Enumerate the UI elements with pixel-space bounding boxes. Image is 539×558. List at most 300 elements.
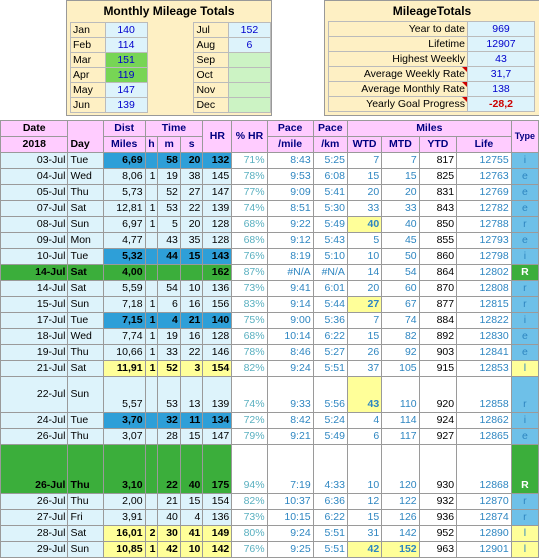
pace-km-cell[interactable]: 5:30 — [313, 201, 347, 217]
day-cell[interactable]: Tue — [68, 413, 103, 429]
wtd-cell[interactable]: 40 — [347, 217, 381, 233]
minutes-cell[interactable]: 21 — [158, 494, 180, 510]
hours-cell[interactable]: 1 — [145, 542, 158, 558]
heart-rate-cell[interactable]: 143 — [203, 249, 232, 265]
pace-km-cell[interactable]: 5:43 — [313, 233, 347, 249]
mtd-cell[interactable]: 7 — [382, 153, 419, 169]
ytd-cell[interactable]: 850 — [419, 217, 456, 233]
header-pace-mile[interactable]: Pace — [267, 121, 313, 137]
minutes-cell[interactable]: 6 — [158, 297, 180, 313]
percent-hr-cell[interactable]: 79% — [232, 429, 267, 445]
month-name[interactable]: Oct — [194, 68, 228, 83]
seconds-cell[interactable]: 3 — [180, 361, 202, 377]
mtd-cell[interactable]: 40 — [382, 217, 419, 233]
pace-km-cell[interactable]: 5:27 — [313, 345, 347, 361]
wtd-cell[interactable]: 20 — [347, 281, 381, 297]
month-total[interactable]: 151 — [105, 53, 147, 68]
mtd-cell[interactable]: 142 — [382, 526, 419, 542]
distance-cell[interactable]: 6,69 — [103, 153, 145, 169]
wtd-cell[interactable]: 43 — [347, 377, 381, 413]
pace-km-cell[interactable]: 5:24 — [313, 413, 347, 429]
month-total[interactable] — [228, 83, 270, 98]
seconds-cell[interactable]: 15 — [180, 429, 202, 445]
heart-rate-cell[interactable]: 128 — [203, 233, 232, 249]
minutes-cell[interactable]: 54 — [158, 281, 180, 297]
day-cell[interactable]: Sun — [68, 542, 103, 558]
header-m[interactable]: m — [158, 137, 180, 153]
lifetime-cell[interactable]: 12865 — [457, 429, 512, 445]
wtd-cell[interactable]: 37 — [347, 361, 381, 377]
heart-rate-cell[interactable]: 128 — [203, 329, 232, 345]
distance-cell[interactable]: 4,77 — [103, 233, 145, 249]
lifetime-cell[interactable]: 12798 — [457, 249, 512, 265]
lifetime-cell[interactable]: 12755 — [457, 153, 512, 169]
heart-rate-cell[interactable]: 128 — [203, 217, 232, 233]
wtd-cell[interactable]: 26 — [347, 345, 381, 361]
mtd-cell[interactable]: 110 — [382, 377, 419, 413]
totals-value[interactable]: 969 — [468, 22, 535, 37]
pace-km-cell[interactable]: 5:25 — [313, 153, 347, 169]
ytd-cell[interactable]: 864 — [419, 265, 456, 281]
type-cell[interactable]: e — [511, 185, 538, 201]
pace-km-cell[interactable]: 5:56 — [313, 377, 347, 413]
header-mtd[interactable]: MTD — [382, 137, 419, 153]
month-name[interactable]: Aug — [194, 38, 228, 53]
lifetime-cell[interactable]: 12822 — [457, 313, 512, 329]
lifetime-cell[interactable]: 12808 — [457, 281, 512, 297]
pace-mile-cell[interactable]: 9:00 — [267, 313, 313, 329]
type-cell[interactable]: r — [511, 377, 538, 413]
totals-value[interactable]: 43 — [468, 52, 535, 67]
heart-rate-cell[interactable]: 162 — [203, 265, 232, 281]
seconds-cell[interactable]: 21 — [180, 313, 202, 329]
day-cell[interactable]: Tue — [68, 153, 103, 169]
type-cell[interactable]: r — [511, 217, 538, 233]
hours-cell[interactable]: 1 — [145, 329, 158, 345]
seconds-cell[interactable]: 13 — [180, 377, 202, 413]
seconds-cell[interactable]: 35 — [180, 233, 202, 249]
seconds-cell[interactable]: 10 — [180, 281, 202, 297]
date-cell[interactable]: 17-Jul — [1, 313, 68, 329]
percent-hr-cell[interactable]: 72% — [232, 413, 267, 429]
lifetime-cell[interactable]: 12862 — [457, 413, 512, 429]
ytd-cell[interactable]: 877 — [419, 297, 456, 313]
date-cell[interactable]: 26-Jul — [1, 429, 68, 445]
type-cell[interactable]: e — [511, 329, 538, 345]
type-cell[interactable]: e — [511, 429, 538, 445]
ytd-cell[interactable]: 936 — [419, 510, 456, 526]
header-s[interactable]: s — [180, 137, 202, 153]
date-cell[interactable]: 24-Jul — [1, 413, 68, 429]
wtd-cell[interactable]: 7 — [347, 153, 381, 169]
ytd-cell[interactable]: 825 — [419, 169, 456, 185]
date-cell[interactable]: 26-Jul — [1, 494, 68, 510]
header-wtd[interactable]: WTD — [347, 137, 381, 153]
mtd-cell[interactable]: 152 — [382, 542, 419, 558]
totals-label[interactable]: Average Weekly Rate — [329, 67, 468, 82]
heart-rate-cell[interactable]: 136 — [203, 510, 232, 526]
seconds-cell[interactable]: 38 — [180, 169, 202, 185]
heart-rate-cell[interactable]: 142 — [203, 542, 232, 558]
day-cell[interactable]: Tue — [68, 249, 103, 265]
month-total[interactable]: 139 — [105, 98, 147, 113]
date-cell[interactable]: 03-Jul — [1, 153, 68, 169]
totals-label[interactable]: Lifetime — [329, 37, 468, 52]
heart-rate-cell[interactable]: 147 — [203, 429, 232, 445]
pace-km-cell[interactable]: 5:51 — [313, 526, 347, 542]
wtd-cell[interactable]: 20 — [347, 185, 381, 201]
heart-rate-cell[interactable]: 146 — [203, 345, 232, 361]
mtd-cell[interactable]: 117 — [382, 429, 419, 445]
pace-mile-cell[interactable]: 9:41 — [267, 281, 313, 297]
minutes-cell[interactable]: 28 — [158, 429, 180, 445]
pace-mile-cell[interactable]: 8:43 — [267, 153, 313, 169]
distance-cell[interactable]: 10,66 — [103, 345, 145, 361]
type-cell[interactable]: l — [511, 542, 538, 558]
seconds-cell[interactable]: 20 — [180, 217, 202, 233]
day-cell[interactable]: Thu — [68, 345, 103, 361]
seconds-cell[interactable]: 20 — [180, 153, 202, 169]
heart-rate-cell[interactable]: 156 — [203, 297, 232, 313]
date-cell[interactable]: 04-Jul — [1, 169, 68, 185]
ytd-cell[interactable]: 831 — [419, 185, 456, 201]
month-total[interactable]: 119 — [105, 68, 147, 83]
mtd-cell[interactable]: 105 — [382, 361, 419, 377]
mtd-cell[interactable]: 60 — [382, 281, 419, 297]
wtd-cell[interactable]: 10 — [347, 249, 381, 265]
seconds-cell[interactable]: 27 — [180, 185, 202, 201]
seconds-cell[interactable]: 41 — [180, 526, 202, 542]
percent-hr-cell[interactable]: 75% — [232, 313, 267, 329]
pace-mile-cell[interactable]: 9:24 — [267, 361, 313, 377]
lifetime-cell[interactable]: 12870 — [457, 494, 512, 510]
pace-mile-cell[interactable]: 9:14 — [267, 297, 313, 313]
lifetime-cell[interactable]: 12901 — [457, 542, 512, 558]
header-pace-mile-unit[interactable]: /mile — [267, 137, 313, 153]
month-total[interactable]: 152 — [228, 23, 270, 38]
pace-km-cell[interactable]: 6:22 — [313, 510, 347, 526]
percent-hr-cell[interactable]: 87% — [232, 265, 267, 281]
ytd-cell[interactable]: 892 — [419, 329, 456, 345]
seconds-cell[interactable]: 22 — [180, 345, 202, 361]
type-cell[interactable]: e — [511, 169, 538, 185]
pace-mile-cell[interactable]: 9:33 — [267, 377, 313, 413]
hours-cell[interactable]: 1 — [145, 361, 158, 377]
wtd-cell[interactable]: 15 — [347, 329, 381, 345]
header-type[interactable]: Type — [511, 121, 538, 153]
pace-mile-cell[interactable]: 7:19 — [267, 445, 313, 494]
distance-cell[interactable]: 5,57 — [103, 377, 145, 413]
day-cell[interactable]: Mon — [68, 233, 103, 249]
wtd-cell[interactable]: 15 — [347, 169, 381, 185]
hours-cell[interactable] — [145, 233, 158, 249]
pace-km-cell[interactable]: 5:51 — [313, 542, 347, 558]
ytd-cell[interactable]: 963 — [419, 542, 456, 558]
minutes-cell[interactable]: 5 — [158, 217, 180, 233]
day-cell[interactable]: Thu — [68, 445, 103, 494]
date-cell[interactable]: 14-Jul — [1, 265, 68, 281]
heart-rate-cell[interactable]: 147 — [203, 185, 232, 201]
pace-km-cell[interactable]: 6:08 — [313, 169, 347, 185]
hours-cell[interactable]: 1 — [145, 313, 158, 329]
date-cell[interactable]: 08-Jul — [1, 217, 68, 233]
totals-value[interactable]: 12907 — [468, 37, 535, 52]
header-pace-km[interactable]: Pace — [313, 121, 347, 137]
mtd-cell[interactable]: 114 — [382, 413, 419, 429]
pace-mile-cell[interactable]: 8:19 — [267, 249, 313, 265]
day-cell[interactable]: Wed — [68, 169, 103, 185]
minutes-cell[interactable]: 30 — [158, 526, 180, 542]
wtd-cell[interactable]: 42 — [347, 542, 381, 558]
lifetime-cell[interactable]: 12853 — [457, 361, 512, 377]
header-pace-km-unit[interactable]: /km — [313, 137, 347, 153]
lifetime-cell[interactable]: 12841 — [457, 345, 512, 361]
heart-rate-cell[interactable]: 139 — [203, 377, 232, 413]
heart-rate-cell[interactable]: 154 — [203, 361, 232, 377]
minutes-cell[interactable]: 4 — [158, 313, 180, 329]
type-cell[interactable]: r — [511, 297, 538, 313]
hours-cell[interactable] — [145, 249, 158, 265]
type-cell[interactable]: l — [511, 361, 538, 377]
month-total[interactable]: 114 — [105, 38, 147, 53]
month-total[interactable] — [228, 68, 270, 83]
pace-mile-cell[interactable]: 8:46 — [267, 345, 313, 361]
totals-value[interactable]: -28,2 — [468, 97, 535, 112]
mtd-cell[interactable]: 15 — [382, 169, 419, 185]
month-name[interactable]: Sep — [194, 53, 228, 68]
mtd-cell[interactable]: 92 — [382, 345, 419, 361]
day-cell[interactable]: Thu — [68, 494, 103, 510]
percent-hr-cell[interactable]: 78% — [232, 345, 267, 361]
date-cell[interactable]: 21-Jul — [1, 361, 68, 377]
percent-hr-cell[interactable]: 82% — [232, 494, 267, 510]
type-cell[interactable]: i — [511, 413, 538, 429]
header-ytd[interactable]: YTD — [419, 137, 456, 153]
lifetime-cell[interactable]: 12890 — [457, 526, 512, 542]
seconds-cell[interactable]: 15 — [180, 494, 202, 510]
day-cell[interactable]: Sun — [68, 217, 103, 233]
pace-km-cell[interactable]: 6:36 — [313, 494, 347, 510]
minutes-cell[interactable]: 43 — [158, 233, 180, 249]
lifetime-cell[interactable]: 12858 — [457, 377, 512, 413]
minutes-cell[interactable]: 32 — [158, 413, 180, 429]
percent-hr-cell[interactable]: 78% — [232, 169, 267, 185]
minutes-cell[interactable]: 53 — [158, 201, 180, 217]
month-name[interactable]: Jan — [71, 23, 106, 38]
type-cell[interactable]: R — [511, 265, 538, 281]
wtd-cell[interactable]: 4 — [347, 413, 381, 429]
month-total[interactable]: 6 — [228, 38, 270, 53]
date-cell[interactable]: 22-Jul — [1, 377, 68, 413]
wtd-cell[interactable]: 5 — [347, 233, 381, 249]
ytd-cell[interactable]: 930 — [419, 445, 456, 494]
ytd-cell[interactable]: 870 — [419, 281, 456, 297]
totals-label[interactable]: Highest Weekly — [329, 52, 468, 67]
minutes-cell[interactable]: 42 — [158, 542, 180, 558]
mtd-cell[interactable]: 67 — [382, 297, 419, 313]
hours-cell[interactable]: 1 — [145, 297, 158, 313]
percent-hr-cell[interactable]: 80% — [232, 526, 267, 542]
day-cell[interactable]: Sun — [68, 297, 103, 313]
month-name[interactable]: Dec — [194, 98, 228, 113]
date-cell[interactable]: 15-Jul — [1, 297, 68, 313]
type-cell[interactable]: r — [511, 510, 538, 526]
percent-hr-cell[interactable]: 76% — [232, 249, 267, 265]
pace-km-cell[interactable]: 5:49 — [313, 429, 347, 445]
pace-mile-cell[interactable]: 9:25 — [267, 542, 313, 558]
percent-hr-cell[interactable]: 68% — [232, 329, 267, 345]
date-cell[interactable]: 28-Jul — [1, 526, 68, 542]
mtd-cell[interactable]: 45 — [382, 233, 419, 249]
ytd-cell[interactable]: 932 — [419, 494, 456, 510]
hours-cell[interactable]: 1 — [145, 169, 158, 185]
hours-cell[interactable]: 1 — [145, 201, 158, 217]
day-cell[interactable]: Sat — [68, 265, 103, 281]
mtd-cell[interactable]: 122 — [382, 494, 419, 510]
hours-cell[interactable] — [145, 413, 158, 429]
heart-rate-cell[interactable]: 132 — [203, 153, 232, 169]
hours-cell[interactable] — [145, 265, 158, 281]
date-cell[interactable]: 07-Jul — [1, 201, 68, 217]
totals-label[interactable]: Average Monthly Rate — [329, 82, 468, 97]
distance-cell[interactable]: 3,91 — [103, 510, 145, 526]
minutes-cell[interactable]: 33 — [158, 345, 180, 361]
wtd-cell[interactable]: 33 — [347, 201, 381, 217]
pace-mile-cell[interactable]: 10:14 — [267, 329, 313, 345]
lifetime-cell[interactable]: 12763 — [457, 169, 512, 185]
day-cell[interactable]: Sat — [68, 526, 103, 542]
seconds-cell[interactable]: 22 — [180, 201, 202, 217]
mtd-cell[interactable]: 120 — [382, 445, 419, 494]
minutes-cell[interactable]: 52 — [158, 185, 180, 201]
wtd-cell[interactable]: 31 — [347, 526, 381, 542]
hours-cell[interactable] — [145, 185, 158, 201]
day-cell[interactable]: Sat — [68, 361, 103, 377]
lifetime-cell[interactable]: 12815 — [457, 297, 512, 313]
hours-cell[interactable] — [145, 494, 158, 510]
mtd-cell[interactable]: 20 — [382, 185, 419, 201]
pace-km-cell[interactable]: 5:10 — [313, 249, 347, 265]
distance-cell[interactable]: 5,59 — [103, 281, 145, 297]
minutes-cell[interactable]: 19 — [158, 169, 180, 185]
percent-hr-cell[interactable]: 82% — [232, 361, 267, 377]
month-total[interactable]: 140 — [105, 23, 147, 38]
type-cell[interactable]: R — [511, 445, 538, 494]
day-cell[interactable]: Fri — [68, 510, 103, 526]
percent-hr-cell[interactable]: 68% — [232, 233, 267, 249]
type-cell[interactable]: r — [511, 494, 538, 510]
pace-mile-cell[interactable]: 8:42 — [267, 413, 313, 429]
date-cell[interactable]: 19-Jul — [1, 345, 68, 361]
type-cell[interactable]: e — [511, 201, 538, 217]
month-total[interactable] — [228, 53, 270, 68]
distance-cell[interactable]: 5,73 — [103, 185, 145, 201]
day-cell[interactable]: Sun — [68, 377, 103, 413]
hours-cell[interactable] — [145, 510, 158, 526]
distance-cell[interactable]: 3,07 — [103, 429, 145, 445]
distance-cell[interactable]: 5,32 — [103, 249, 145, 265]
mtd-cell[interactable]: 54 — [382, 265, 419, 281]
day-cell[interactable]: Tue — [68, 313, 103, 329]
header-year[interactable]: 2018 — [1, 137, 68, 153]
type-cell[interactable]: e — [511, 233, 538, 249]
percent-hr-cell[interactable]: 74% — [232, 201, 267, 217]
day-cell[interactable]: Sat — [68, 281, 103, 297]
distance-cell[interactable]: 8,06 — [103, 169, 145, 185]
header-miles[interactable]: Miles — [103, 137, 145, 153]
type-cell[interactable]: l — [511, 526, 538, 542]
seconds-cell[interactable]: 10 — [180, 542, 202, 558]
date-cell[interactable]: 05-Jul — [1, 185, 68, 201]
totals-value[interactable]: 138 — [468, 82, 535, 97]
pace-mile-cell[interactable]: 9:12 — [267, 233, 313, 249]
pace-km-cell[interactable]: 5:51 — [313, 361, 347, 377]
date-cell[interactable]: 18-Jul — [1, 329, 68, 345]
percent-hr-cell[interactable]: 77% — [232, 185, 267, 201]
month-name[interactable]: Feb — [71, 38, 106, 53]
pace-km-cell[interactable]: 5:44 — [313, 297, 347, 313]
pace-mile-cell[interactable]: 10:15 — [267, 510, 313, 526]
header-h[interactable]: h — [145, 137, 158, 153]
totals-label[interactable]: Year to date — [329, 22, 468, 37]
percent-hr-cell[interactable]: 71% — [232, 153, 267, 169]
day-cell[interactable]: Thu — [68, 429, 103, 445]
totals-label[interactable]: Yearly Goal Progress — [329, 97, 468, 112]
heart-rate-cell[interactable]: 149 — [203, 526, 232, 542]
percent-hr-cell[interactable]: 83% — [232, 297, 267, 313]
date-cell[interactable]: 27-Jul — [1, 510, 68, 526]
distance-cell[interactable]: 3,10 — [103, 445, 145, 494]
type-cell[interactable]: r — [511, 281, 538, 297]
date-cell[interactable]: 26-Jul — [1, 445, 68, 494]
month-name[interactable]: Mar — [71, 53, 106, 68]
pace-km-cell[interactable]: 6:22 — [313, 329, 347, 345]
heart-rate-cell[interactable]: 140 — [203, 313, 232, 329]
date-cell[interactable]: 14-Jul — [1, 281, 68, 297]
type-cell[interactable]: i — [511, 249, 538, 265]
distance-cell[interactable]: 10,85 — [103, 542, 145, 558]
seconds-cell[interactable]: 4 — [180, 510, 202, 526]
wtd-cell[interactable]: 12 — [347, 494, 381, 510]
seconds-cell[interactable]: 16 — [180, 297, 202, 313]
pace-km-cell[interactable]: #N/A — [313, 265, 347, 281]
percent-hr-cell[interactable]: 76% — [232, 542, 267, 558]
header-hr[interactable]: HR — [203, 121, 232, 153]
lifetime-cell[interactable]: 12769 — [457, 185, 512, 201]
hours-cell[interactable]: 2 — [145, 526, 158, 542]
date-cell[interactable]: 10-Jul — [1, 249, 68, 265]
heart-rate-cell[interactable]: 136 — [203, 281, 232, 297]
ytd-cell[interactable]: 860 — [419, 249, 456, 265]
seconds-cell[interactable]: 15 — [180, 249, 202, 265]
percent-hr-cell[interactable]: 74% — [232, 377, 267, 413]
distance-cell[interactable]: 6,97 — [103, 217, 145, 233]
hours-cell[interactable] — [145, 445, 158, 494]
pace-km-cell[interactable]: 4:33 — [313, 445, 347, 494]
month-name[interactable]: May — [71, 83, 106, 98]
pace-km-cell[interactable]: 5:41 — [313, 185, 347, 201]
lifetime-cell[interactable]: 12830 — [457, 329, 512, 345]
header-day[interactable]: Day — [68, 121, 103, 153]
heart-rate-cell[interactable]: 134 — [203, 413, 232, 429]
lifetime-cell[interactable]: 12868 — [457, 445, 512, 494]
pace-mile-cell[interactable]: 9:21 — [267, 429, 313, 445]
mtd-cell[interactable]: 126 — [382, 510, 419, 526]
pace-mile-cell[interactable]: 10:37 — [267, 494, 313, 510]
distance-cell[interactable]: 3,70 — [103, 413, 145, 429]
seconds-cell[interactable]: 11 — [180, 413, 202, 429]
hours-cell[interactable]: 1 — [145, 345, 158, 361]
